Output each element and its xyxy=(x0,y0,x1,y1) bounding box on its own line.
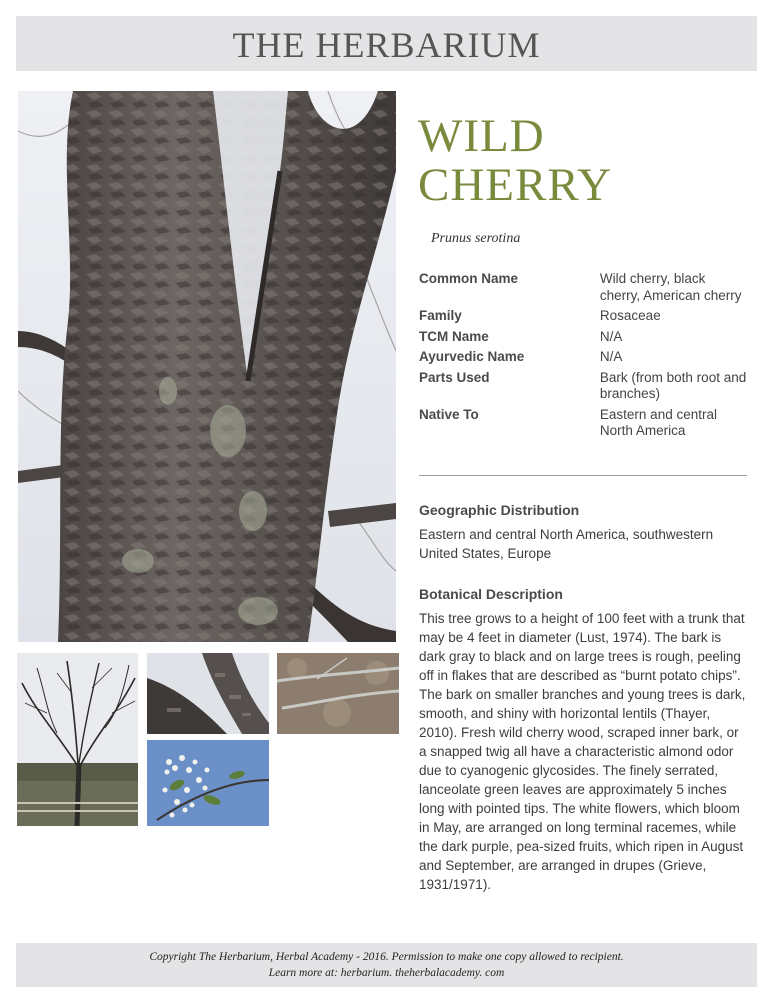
footer-bar xyxy=(16,943,757,987)
botanical-text: This tree grows to a height of 100 feet with a trunk that may be 4 feet in diameter (Lust, 1974). The bark is dark gray to black and on large trees is rough, peeling off in flakes that are described as “burnt potato chips”. The bark on smaller branches and young trees is dark, smooth, and shiny with horizontal lentils (Thayer, 2010). Fresh wild cherry wood, scraped inner bark, or a snapped twig all have a characteristic almond odor due to cyanogenic glycosides. The finely serrated, lanceolate green leaves are approximately 5 inches long with pointed tips. The white flowers, which bloom in May, are arranged on long terminal racemes, while the dark purple, pea-sized fruits, which ripen in August and September, are arranged in drupes (Grieve, 1931/1971). xyxy=(419,611,746,892)
botanical-heading: Botanical Description xyxy=(419,586,563,602)
info-value: N/A xyxy=(599,328,623,344)
info-row-tcm-name xyxy=(419,329,749,346)
geographic-heading: Geographic Distribution xyxy=(419,502,580,518)
info-row-ayurvedic-name xyxy=(419,349,749,366)
info-value: Wild cherry, black cherry, American cherry xyxy=(599,271,742,303)
info-row-family xyxy=(419,308,749,325)
geographic-text: Eastern and central North America, southwestern United States, Europe xyxy=(419,527,714,561)
copyright-text: Copyright The Herbarium, Herbal Academy - 2016. Permission to make one copy allowed to recipient. xyxy=(149,951,624,963)
bark-closeup-photo xyxy=(147,653,269,734)
section-divider xyxy=(419,475,747,476)
info-value: N/A xyxy=(599,349,623,364)
site-title: THE HERBARIUM xyxy=(232,24,541,65)
info-label: Native To xyxy=(419,406,479,422)
info-row-native-to xyxy=(419,407,749,440)
info-label: Common Name xyxy=(419,271,519,286)
info-row-parts-used xyxy=(419,370,749,403)
header-bar xyxy=(16,16,757,71)
white-flowers-photo xyxy=(147,740,269,826)
plant-title-line-2: CHERRY xyxy=(418,159,613,211)
plant-info-table xyxy=(419,271,749,444)
info-row-common-name xyxy=(419,271,749,304)
plant-title-line-1: WILD xyxy=(418,110,545,162)
info-value: Bark (from both root and branches) xyxy=(599,369,747,401)
info-label: TCM Name xyxy=(419,328,489,344)
info-label: Parts Used xyxy=(419,369,490,385)
info-label: Family xyxy=(419,308,462,323)
latin-name: Prunus serotina xyxy=(431,231,521,246)
whole-tree-winter-photo xyxy=(17,653,138,826)
info-label: Ayurvedic Name xyxy=(419,349,525,364)
learn-more-text: Learn more at: herbarium. theherbalacademy. com xyxy=(268,967,505,979)
plant-title xyxy=(418,112,748,210)
twig-lenticels-photo xyxy=(277,653,399,734)
info-value: Eastern and central North America xyxy=(599,406,717,438)
bark-trunk-photo xyxy=(18,91,396,642)
info-value: Rosaceae xyxy=(599,308,661,323)
